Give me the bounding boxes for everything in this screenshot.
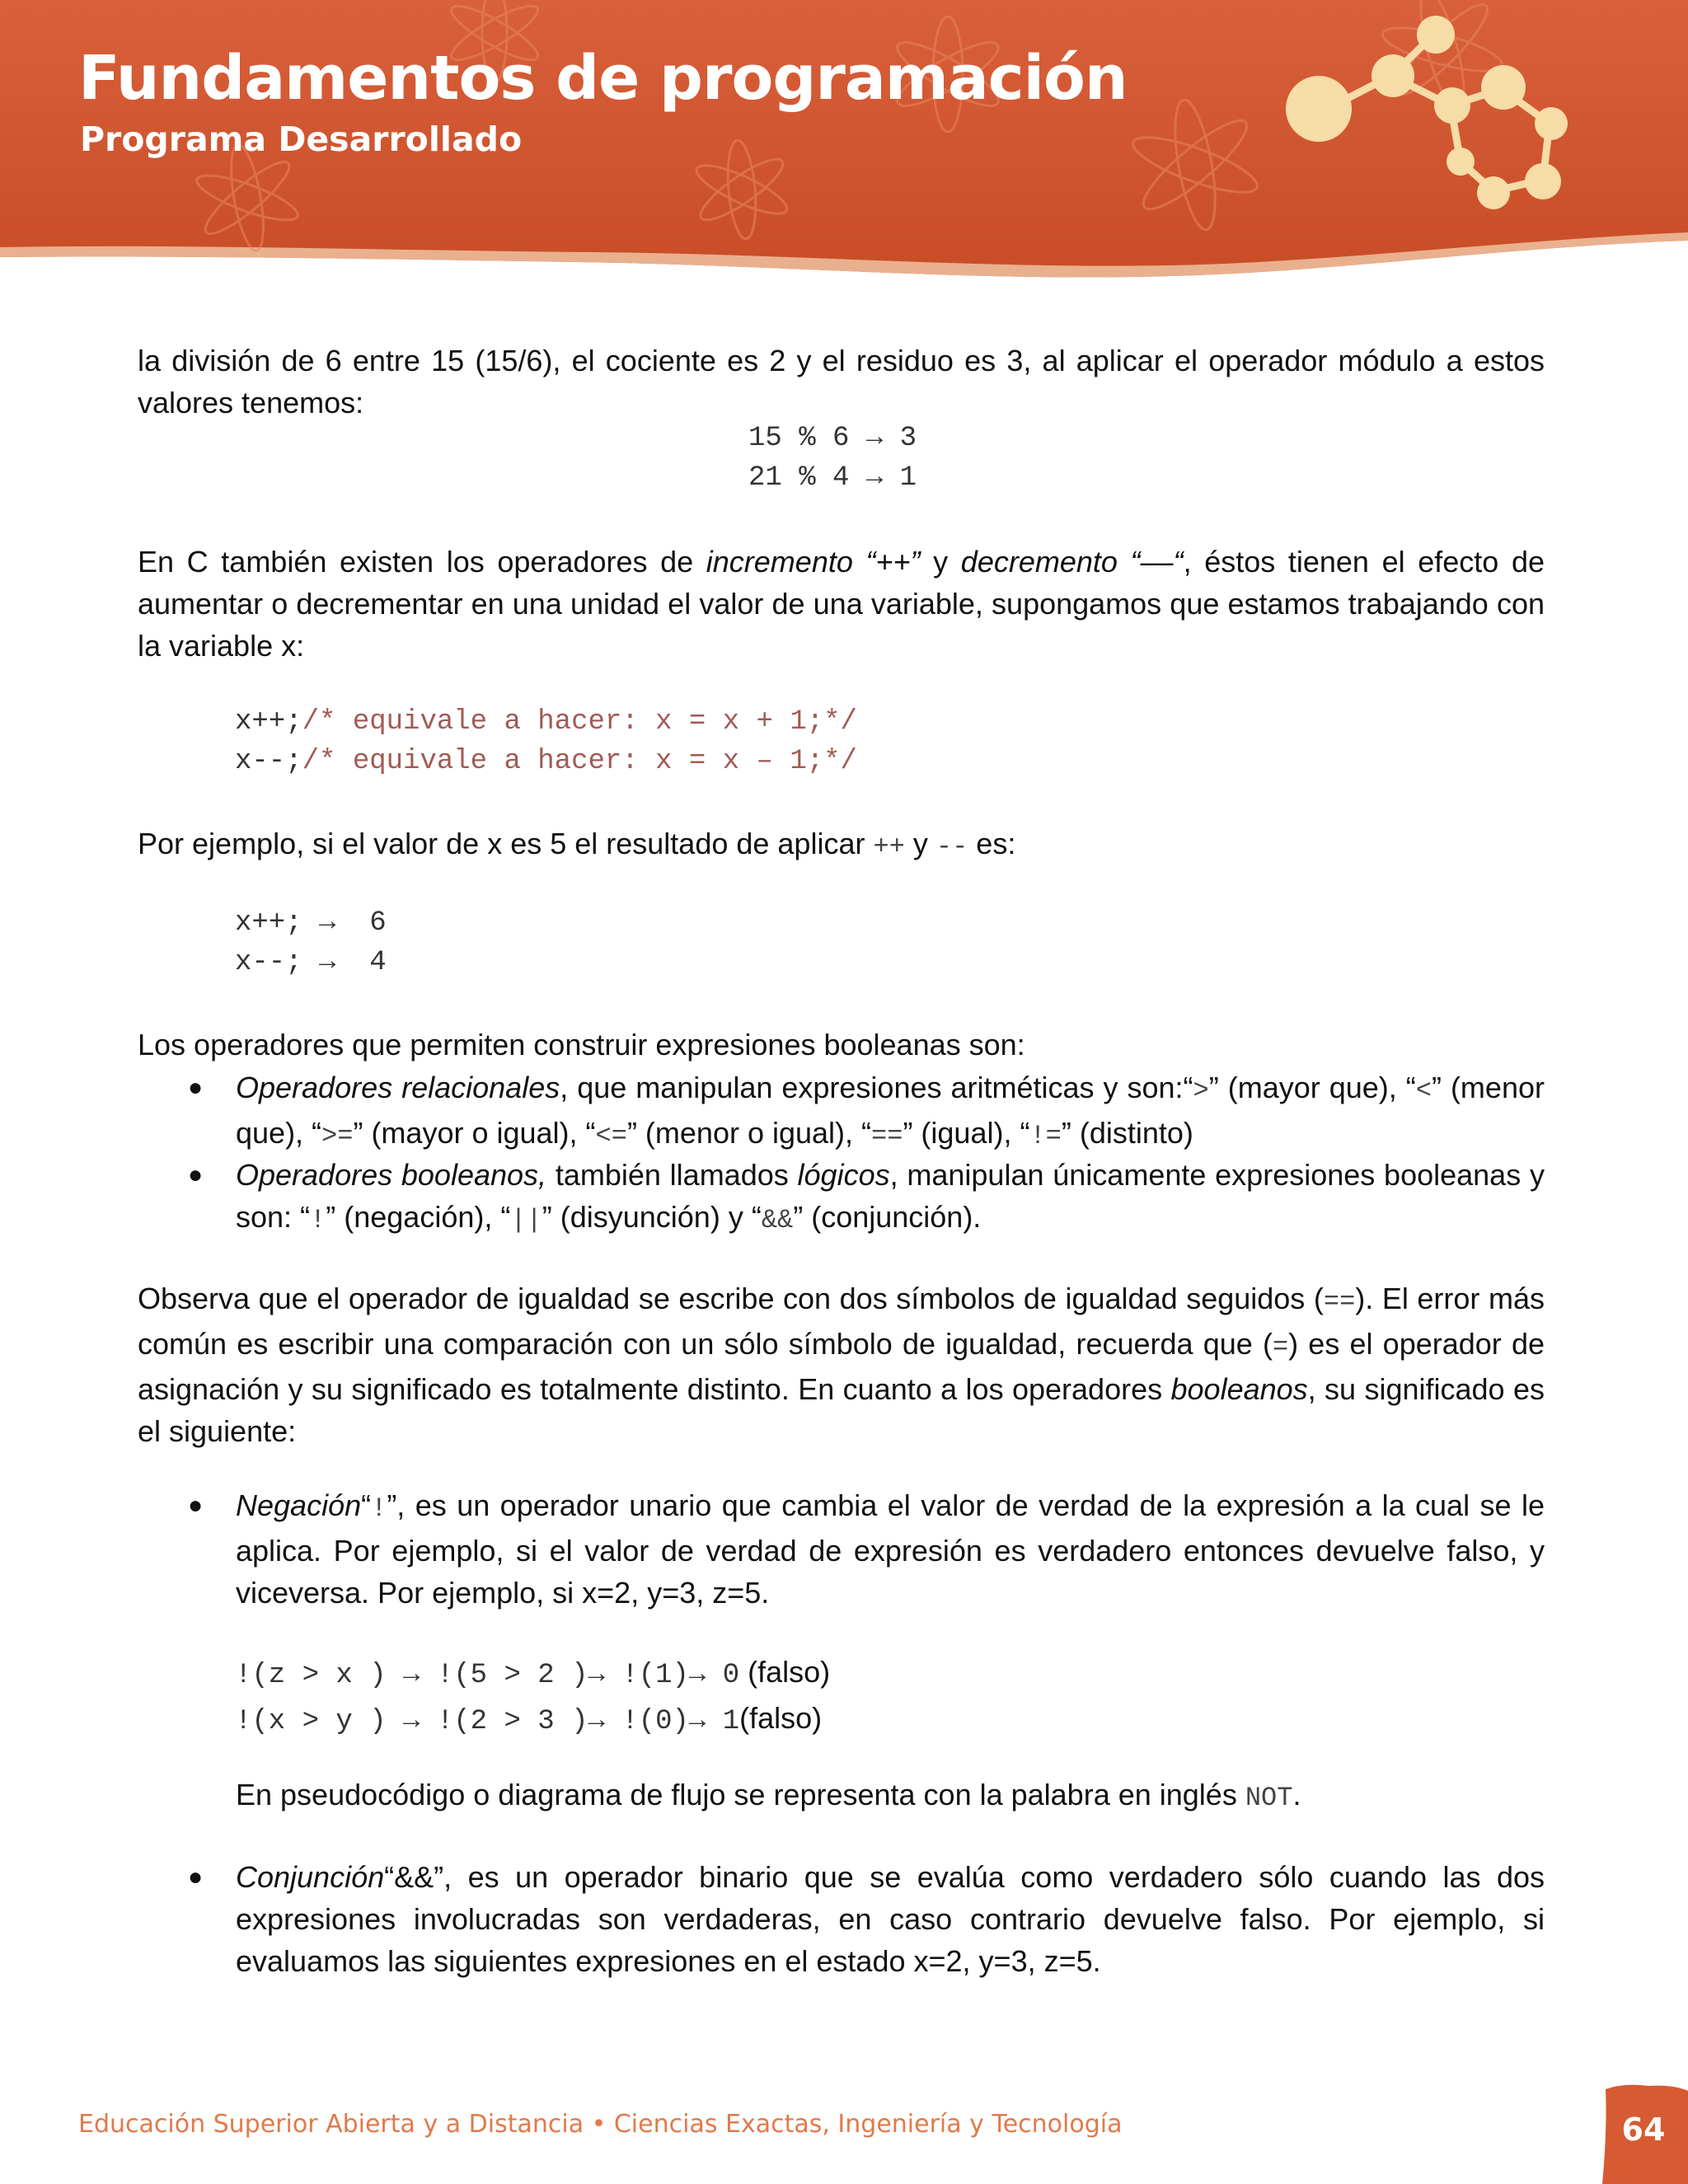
paragraph-modulo: la división de 6 entre 15 (15/6), el cociente es 2 y el residuo es 3, al aplicar el operador módulo a estos valores tenemos: [138, 344, 1545, 419]
term-incremento: incremento [706, 545, 853, 579]
paragraph-not: En pseudocódigo o diagrama de flujo se representa con la palabra en inglés NOT. [236, 1778, 1301, 1813]
modulo-examples [748, 419, 917, 498]
list-item-booleanos: Operadores booleanos, también llamados lógicos, manipulan únicamente expresiones booleanas y son: “!” (negación), “||” (disyunción) y “&&” (conjunción). [236, 1158, 1545, 1235]
code-line: x++; → 6 [235, 907, 387, 939]
bullet-icon: ● [188, 1492, 204, 1519]
paragraph-example: Por ejemplo, si el valor de x es 5 el resultado de aplicar ++ y -- es: [138, 827, 1016, 862]
code-line: x--;/* equivale a hacer: x = x – 1;*/ [235, 746, 857, 777]
code-comment: /* equivale a hacer: x = x + 1;*/ [302, 706, 857, 738]
code-line: !(x > y ) → !(2 > 3 )→ !(0)→ 1(falso) [235, 1701, 823, 1737]
code-comment: /* equivale a hacer: x = x – 1;*/ [302, 746, 857, 777]
list-item-negacion: Negación“!”, es un operador unario que cambia el valor de verdad de la expresión a la cual se le aplica. Por ejemplo, si el valor de verdad de expresión es verdadero entonces devuelve falso, y viceversa. Por ejemplo, si x=2, y=3, z=5. [236, 1488, 1545, 1610]
page-title: Fundamentos de programación [78, 43, 1128, 114]
paragraph-increment: En C también existen los operadores de incremento “++” y decremento “––“, éstos tienen el efecto de aumentar o decrementar en una unidad el valor de una variable, supongamos que estamos trabajando con la variable x: [138, 545, 1545, 663]
list-item-relacionales: Operadores relacionales, que manipulan expresiones aritméticas y son:“>” (mayor que), “<” (menor que), “>=” (mayor o igual), “<=” (menor o igual), “==” (igual), “!=” (distinto) [236, 1071, 1545, 1151]
bullet-icon: ● [188, 1863, 204, 1891]
increment-code-block [235, 702, 857, 781]
result-code-block [235, 903, 387, 982]
bullet-icon: ● [188, 1074, 204, 1101]
code-line: x--; → 4 [235, 947, 387, 978]
paragraph-boolean-intro: Los operadores que permiten construir expresiones booleanas son: [138, 1028, 1025, 1062]
term-decremento: decremento [960, 545, 1118, 579]
code-line: 21 % 4 → 1 [748, 462, 917, 494]
header-banner [0, 0, 1688, 297]
code-line: 15 % 6 → 3 [748, 423, 917, 454]
page-subtitle: Programa Desarrollado [80, 120, 523, 159]
page-number: 64 [1621, 2111, 1666, 2148]
paragraph-equality: Observa que el operador de igualdad se escribe con dos símbolos de igualdad seguidos (==). El error más común es escribir una comparación con un sólo símbolo de igualdad, recuerda que (=) es el operador de asignación y su significado es totalmente distinto. En cuanto a los operadores booleanos, su significado es el siguiente: [138, 1282, 1545, 1448]
negation-code-block [235, 1651, 830, 1743]
footer-text: Educación Superior Abierta y a Distancia • Ciencias Exactas, Ingeniería y Tecnología [78, 2110, 1123, 2139]
code-line: x++;/* equivale a hacer: x = x + 1;*/ [235, 706, 857, 738]
list-item-conjuncion: Conjunción“&&”, es un operador binario que se evalúa como verdadero sólo cuando las dos expresiones involucradas son verdaderas, en caso contrario devuelve falso. Por ejemplo, si evaluamos las siguientes expresiones en el estado x=2, y=3, z=5. [236, 1860, 1545, 1978]
code-line: !(z > x ) → !(5 > 2 )→ !(1)→ 0 (falso) [235, 1655, 831, 1691]
bullet-icon: ● [188, 1161, 204, 1188]
